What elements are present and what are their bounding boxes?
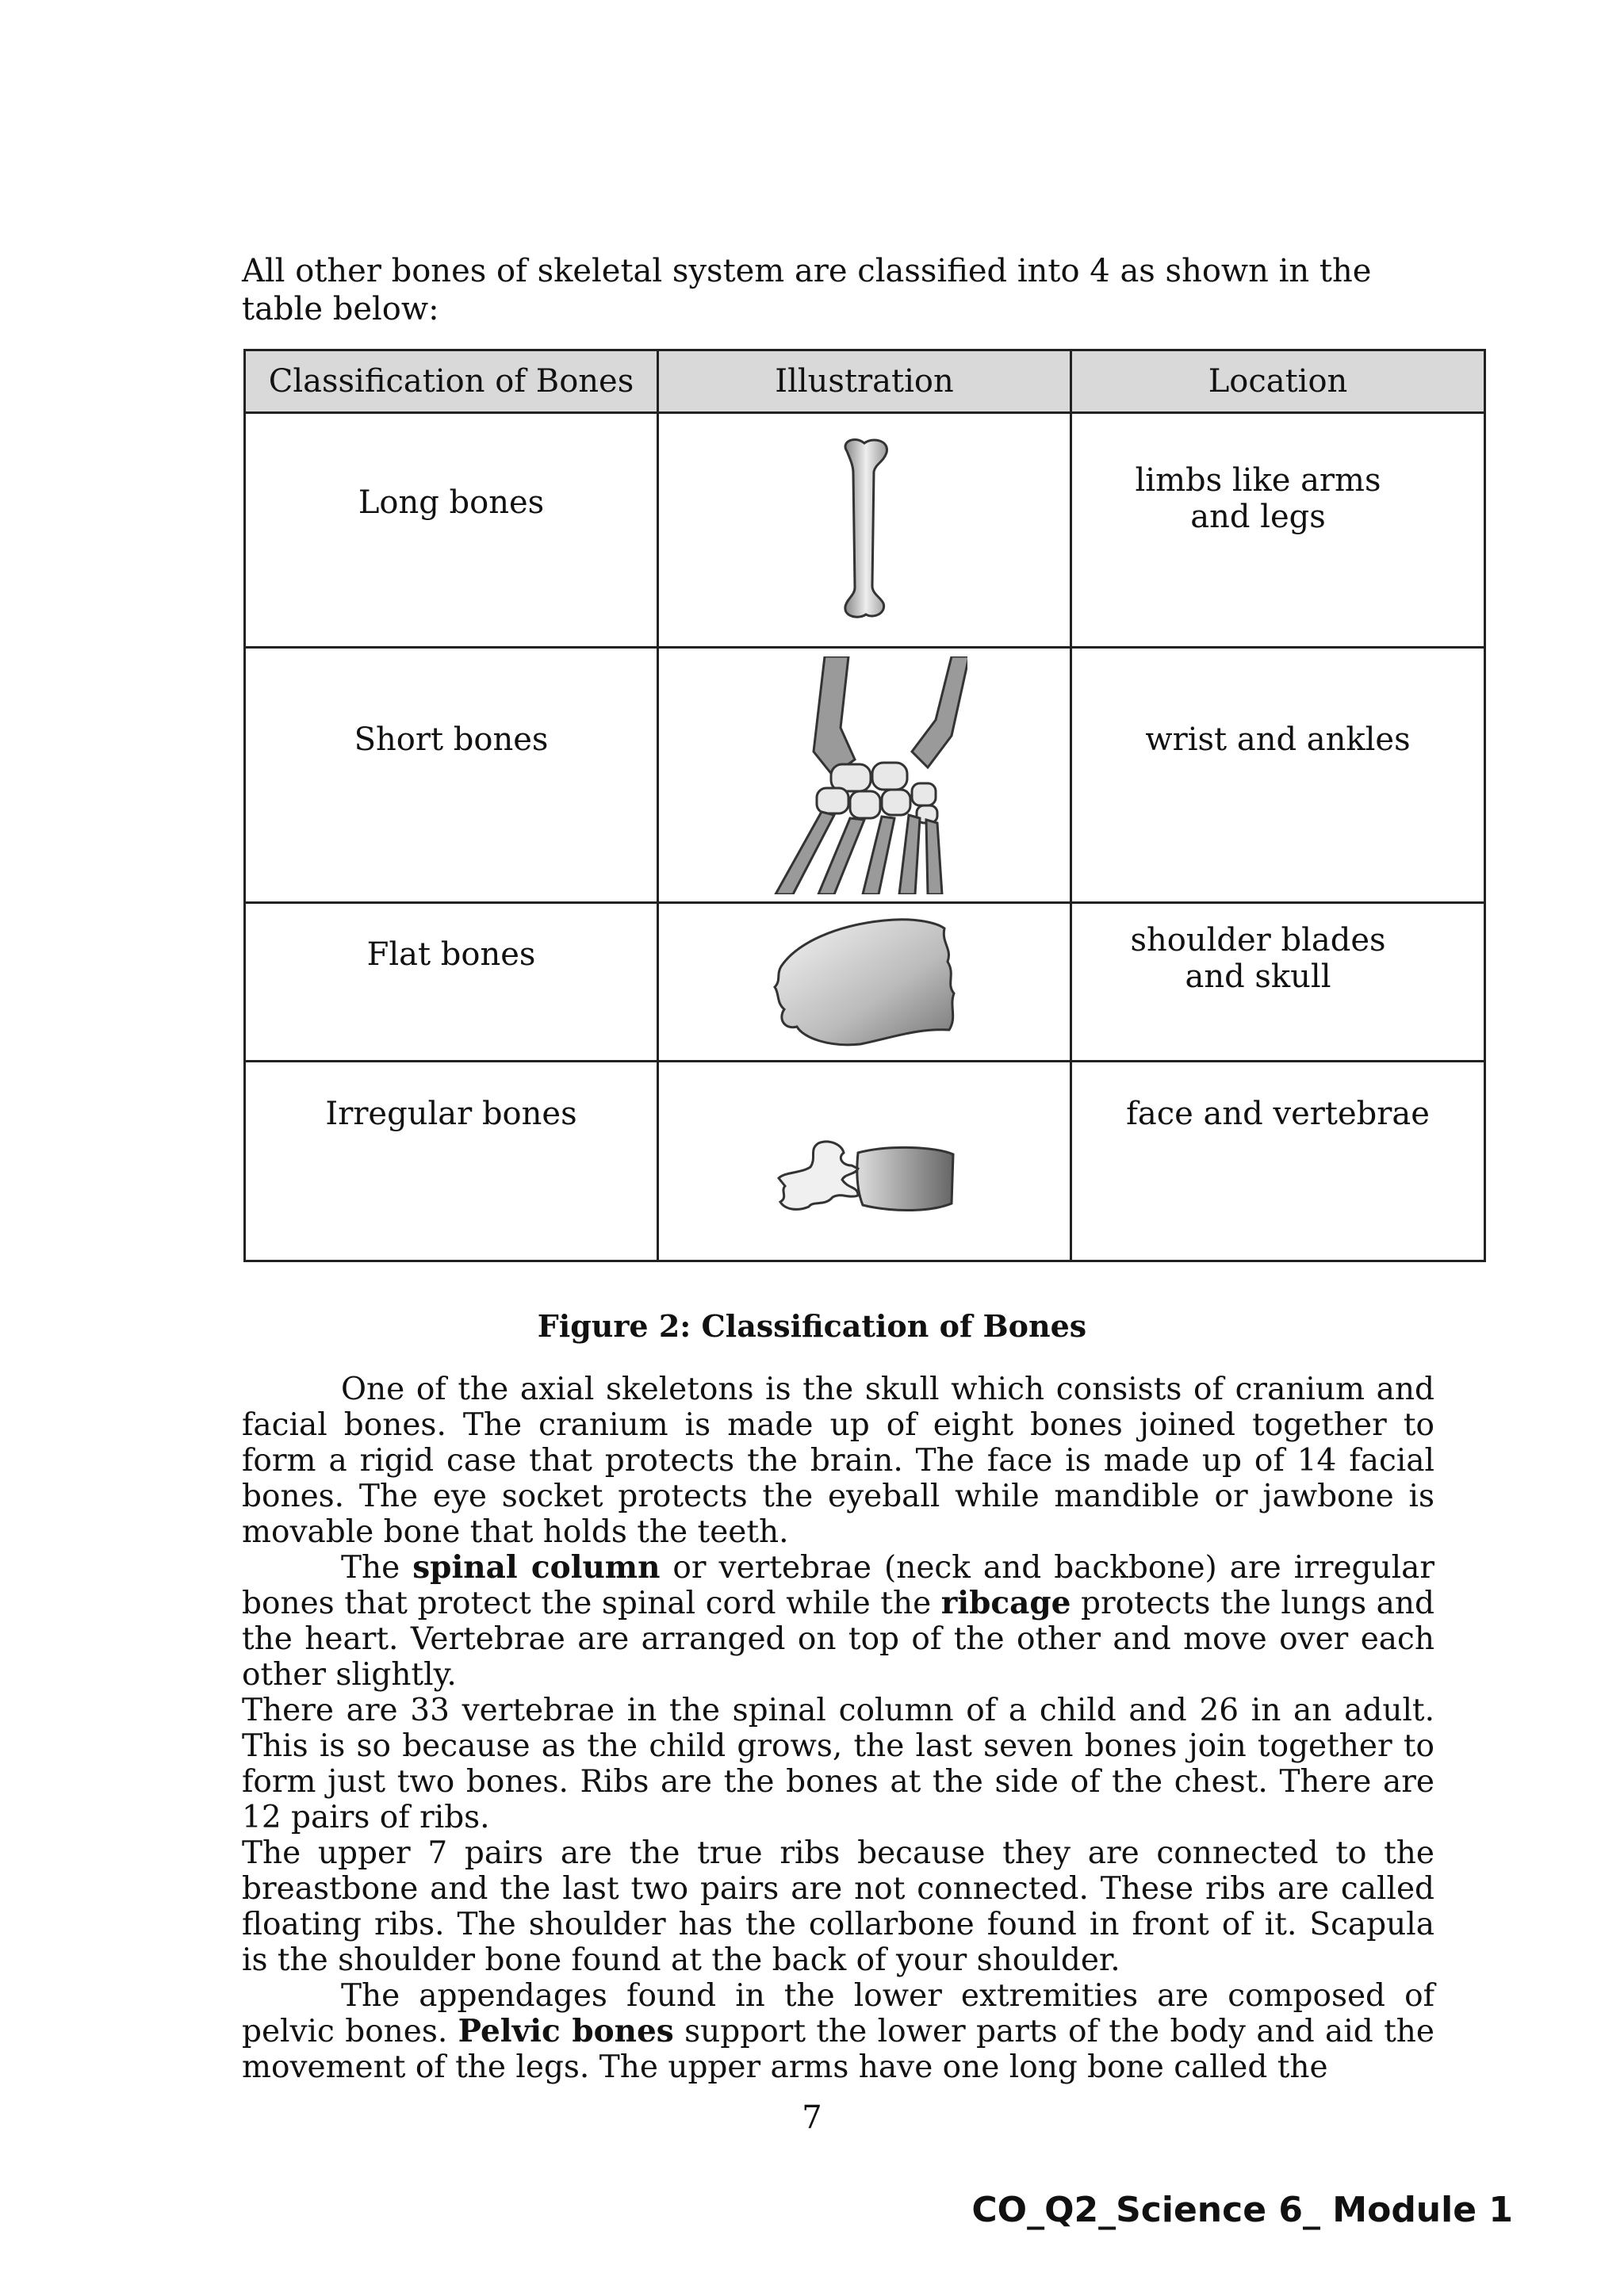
page-number: 7 <box>802 2099 822 2136</box>
classification-cell: Short bones <box>245 648 658 903</box>
term-pelvic-bones: Pelvic bones <box>458 2013 674 2049</box>
header-classification: Classification of Bones <box>245 350 658 413</box>
location-cell: shoulder blades and skull <box>1071 903 1485 1062</box>
header-illustration: Illustration <box>658 350 1071 413</box>
header-location: Location <box>1071 350 1485 413</box>
location-cell: face and vertebrae <box>1071 1062 1485 1261</box>
illustration-cell <box>658 413 1071 648</box>
table-row <box>245 413 1485 648</box>
classification-cell: Flat bones <box>245 903 658 1062</box>
paragraph: The appendages found in the lower extremities are composed of pelvic bones. Pelvic bones support the lower parts of the body and aid the movement of the legs. The upper arms have one long bone called the <box>242 1978 1434 2085</box>
classification-cell: Irregular bones <box>245 1062 658 1261</box>
body-text <box>242 1372 1434 2085</box>
classification-cell: Long bones <box>245 413 658 648</box>
long-bone-icon <box>817 435 912 626</box>
intro-text: All other bones of skeletal system are classified into 4 as shown in the table below: <box>242 253 1372 327</box>
table-row <box>245 903 1485 1062</box>
location-cell: limbs like arms and legs <box>1071 413 1485 648</box>
paragraph: The spinal column or vertebrae (neck and backbone) are irregular bones that protect the spinal cord while the ribcage protects the lungs and the heart. Vertebrae are arranged on top of the other and move over each other slightly. <box>242 1549 1435 1693</box>
illustration-cell <box>658 648 1071 903</box>
table-header-row <box>245 350 1485 413</box>
term-spinal-column: spinal column <box>412 1549 661 1586</box>
flat-bone-icon <box>765 911 963 1054</box>
table-row <box>245 648 1485 903</box>
paragraph: There are 33 vertebrae in the spinal column of a child and 26 in an adult. This is so because as the child grows, the last seven bones join together to form just two bones. Ribs are the bones at the side of the chest. There are 12 pairs of ribs. <box>242 1693 1434 1835</box>
paragraph: One of the axial skeletons is the skull which consists of cranium and facial bones. The cranium is made up of eight bones joined together to form a rigid case that protects the brain. The face is made up of 14 facial bones. The eye socket protects the eyeball while mandible or jawbone is movable bone that holds the teeth. <box>242 1372 1434 1550</box>
paragraph: The upper 7 pairs are the true ribs because they are connected to the breastbone and the last two pairs are not connected. These ribs are called floating ribs. The shoulder has the collarbone found in front of it. Scapula is the shoulder bone found at the back of your shoulder. <box>242 1835 1434 1978</box>
term-ribcage: ribcage <box>940 1585 1071 1621</box>
bone-classification-table <box>243 349 1486 1262</box>
vertebra-icon <box>769 1134 959 1221</box>
table-row <box>245 1062 1485 1261</box>
illustration-cell <box>658 1062 1071 1261</box>
location-cell: wrist and ankles <box>1071 648 1485 903</box>
wrist-bones-icon <box>761 656 967 894</box>
illustration-cell <box>658 903 1071 1062</box>
figure-caption: Figure 2: Classification of Bones <box>537 1308 1087 1344</box>
footer-module-label: CO_Q2_Science 6_ Module 1 <box>971 2190 1513 2230</box>
